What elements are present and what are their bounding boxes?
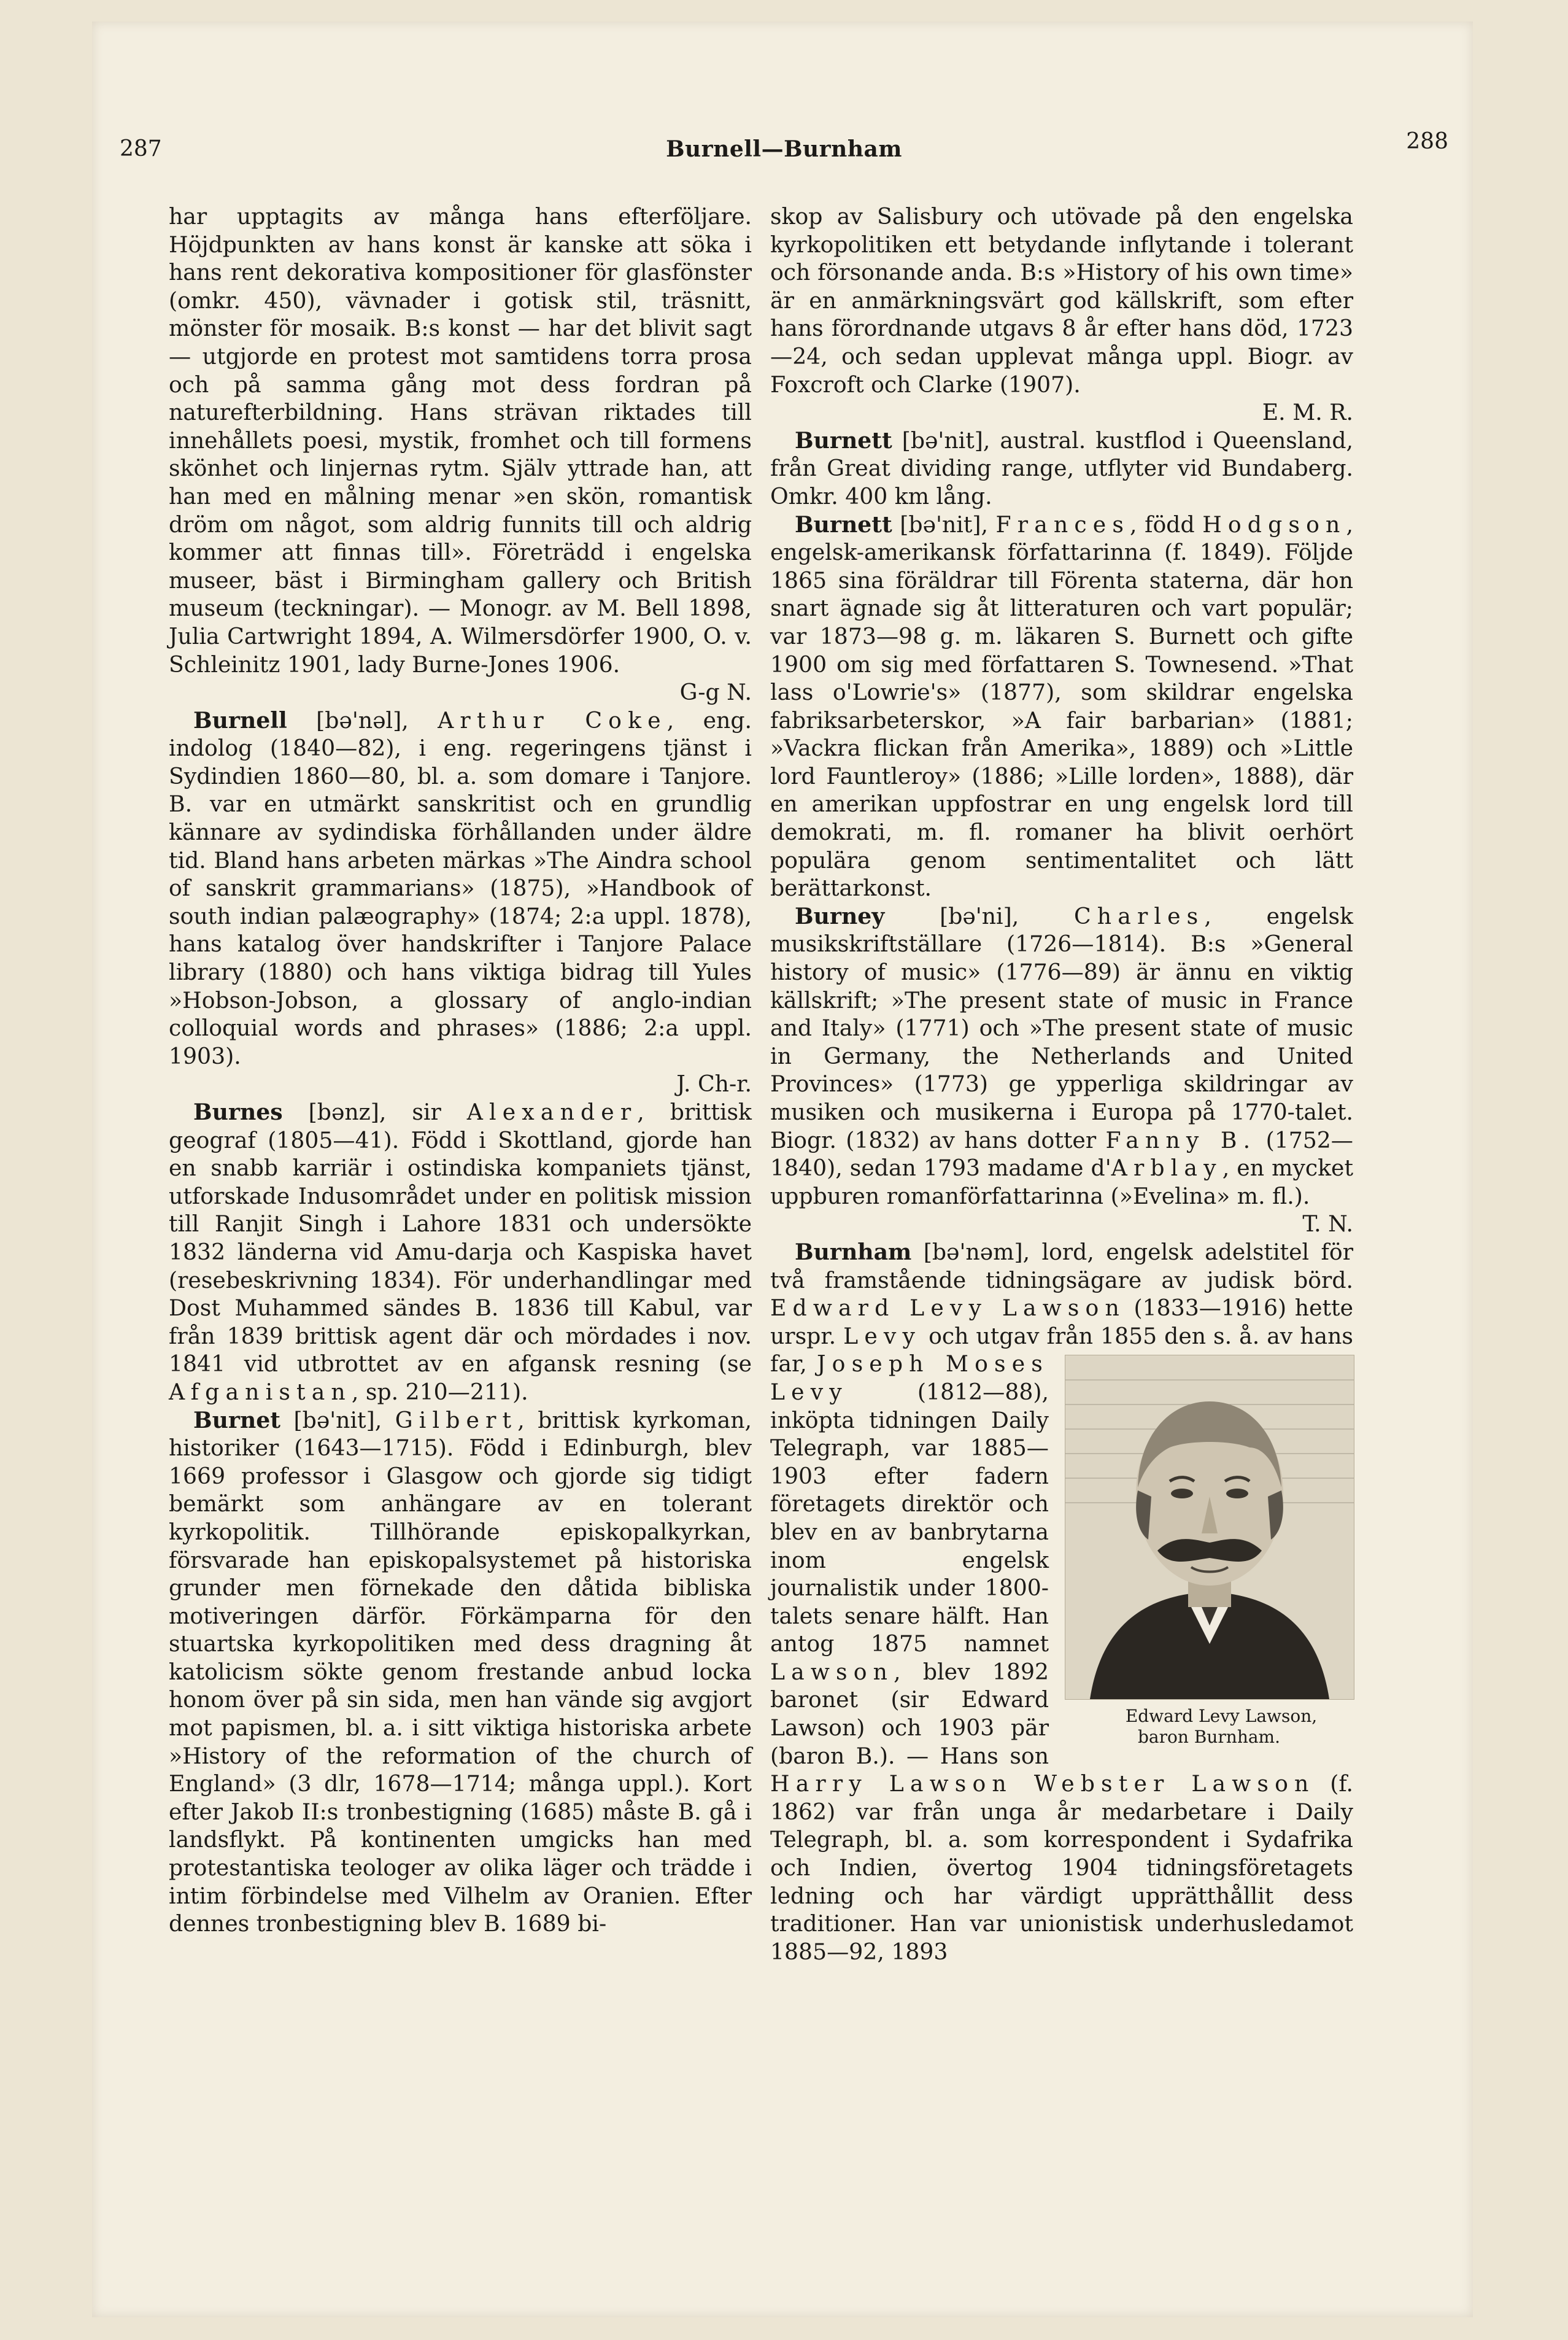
spaced-name: Harry Lawson Webster Lawson [770, 1770, 1315, 1797]
page-header [0, 129, 1568, 173]
signature: E. M. R. [1262, 399, 1353, 426]
entry-burnham: Burnham [bə'nəm], lord, engelsk adelstitel för två framstående tidningsägare av judisk börd. Edward Levy Lawson (1833—1916) hette urspr. Levy och utgav från 1855 den s. å. av hans far, Edward Levy Lawson, baron Burnham. Joseph Moses Levy (1812—88), inköpta tidningen Daily Telegraph, var 1885—1903 efter fadern företagets direktör och blev en av banbrytarna inom engelsk journalistik under 1800-talets senare hälft. Han antog 1875 namnet Lawson, blev 1892 baronet (sir Edward Lawson) och 1903 pär (baron B.). — Hans son Harry Lawson Webster Lawson (f. 1862) var från unga år medarbetare i Daily Telegraph, bl. a. som korrespondent i Sydafrika och Indien, övertog 1904 tidningsföretagets ledning och har värdigt upprätthållit dess traditioner. Han var unionistisk underhusledamot 1885—92, 1893 [770, 1238, 1353, 1965]
page-number-right: 288 [1406, 129, 1448, 154]
headword: Burnett [795, 511, 892, 538]
page-number-left: 287 [120, 136, 162, 161]
signature: G-g N. [679, 679, 752, 706]
paragraph-burnet-continued: skop av Salisbury och utövade på den engelska kyrkopolitiken ett betydande inflytande i tolerant och försonande anda. B:s »History of his own time» är en anmärkningsvärt god källskrift, som efter hans förordnande utgavs 8 år efter hans död, 1723—24, och sedan upplevat många uppl. Biogr. av Foxcroft och Clarke (1907). E. M. R. [770, 203, 1353, 426]
signature: T. N. [1302, 1211, 1353, 1238]
portrait-engraving [1065, 1355, 1354, 1699]
spaced-name: Joseph Moses Levy [770, 1350, 1049, 1405]
entry-burney: Burney [bə'ni], Charles, engelsk musikskriftställare (1726—1814). B:s »General history of music» (1776—89) är ännu en viktig källskrift; »The present state of music in France and Italy» (1771) och »The present state of music in Germany, the Netherlands and United Provinces» (1773) ge ypperliga skildringar av musiken och musikerna i Europa på 1770-talet. Biogr. (1832) av hans dotter Fanny B. (1752—1840), sedan 1793 madame d'Arblay, en mycket uppburen romanförfattarinna (»Evelina» m. fl.). T. N. [770, 902, 1354, 1238]
spaced-name: Edward Levy Lawson [770, 1295, 1126, 1322]
signature: J. Ch-r. [676, 1071, 752, 1098]
spaced-name: Charles [1073, 902, 1205, 929]
entry-burnell: Burnell [bə'nəl], Arthur Coke, eng. indolog (1840—82), i eng. regeringens tjänst i Sydindien 1860—80, bl. a. som domare i Tanjore. B. var en utmärkt sanskritist och en grundlig kännare av sydindiska förhållanden under äldre tid. Bland hans arbeten märkas »The Aindra school of sanskrit grammarians» (1875), »Handbook of south indian palæography» (1874; 2:a uppl. 1878), hans katalog över handskrifter i Tanjore Palace library (1880) och hans viktiga bidrag till Yules »Hobson-Jobson, a glossary of anglo-indian colloquial words and phrases» (1886; 2:a uppl. 1903). J. Ch-r. [169, 707, 752, 1098]
running-head: Burnell—Burnham [666, 136, 902, 162]
spaced-name: Alexander [466, 1099, 638, 1125]
spaced-name: Hodgson [1202, 511, 1346, 538]
spaced-name: Arblay [1111, 1155, 1222, 1182]
headword: Burnes [193, 1099, 283, 1125]
paragraph-burne-jones-continued: har upptagits av många hans efterföljare. Höjdpunkten av hans konst är kanske att söka i hans rent dekorativa kompositioner för glasfönster (omkr. 450), vävnader i gotisk stil, träsnitt, mönster för mosaik. B:s konst — har det blivit sagt — utgjorde en protest mot samtidens torra prosa och på samma gång mot dess fordran på naturefterbildning. Hans strävan riktades till innehållets poesi, mystik, fromhet och till formens skönhet och linjernas rytm. Själv yttrade han, att han med en målning menar »en skön, romantisk dröm om något, som aldrig funnits till och aldrig kommer att finnas till». Företrädd i engelska museer, bäst i Birmingham gallery och British museum (teckningar). — Monogr. av M. Bell 1898, Julia Cartwright 1894, A. Wilmersdörfer 1900, O. v. Schleinitz 1901, lady Burne-Jones 1906. G-g N. [169, 203, 752, 706]
entry-burnet-gilbert: Burnet [bə'nit], Gilbert, brittisk kyrkoman, historiker (1643—1715). Född i Edinburgh, blev 1669 professor i Glasgow och gjorde sig tidigt bemärkt som anhängare av en tolerant kyrkopolitik. Tillhörande episkopalkyrkan, försvarade han episkopalsystemet på historiska grunder men förnekade den dåtida bibliska motiveringen därför. Förkämparna för den stuartska kyrkopolitiken med dess dragning åt katolicism sökte genom frestande anbud locka honom över på sin sida, men han vände sig avgjort mot papismen, bl. a. i sitt viktiga historiska arbete »History of the reformation of the church of England» (3 dlr, 1678—1714; många uppl.). Kort efter Jakob II:s tronbestigning (1685) måste B. gå i landsflykt. På kontinenten umgicks han med protestantiska teologer av olika läger och trädde i intim förbindelse med Vilhelm av Oranien. Efter dennes tronbestigning blev B. 1689 bi- [169, 1406, 752, 1937]
headword: Burnham [795, 1238, 912, 1265]
headword: Burnett [795, 427, 892, 454]
right-column [770, 203, 1353, 1966]
headword: Burney [795, 902, 885, 929]
spaced-name: Lawson [770, 1658, 894, 1685]
spaced-name: Levy [843, 1322, 922, 1349]
headword: Burnet [193, 1406, 281, 1433]
spaced-name: Gilbert [395, 1406, 518, 1433]
spaced-name: Arthur Coke [438, 707, 667, 734]
spaced-name: Frances [995, 511, 1130, 538]
entry-burnett-frances: Burnett [bə'nit], Frances, född Hodgson, engelsk-amerikansk författarinna (f. 1849). Följde 1865 sina föräldrar till Förenta staterna, där hon snart ägnade sig åt litteraturen och vart populär; var 1873—98 g. m. läkaren S. Burnett och gifte 1900 om sig med författaren S. Townesend. »That lass o'Lowrie's» (1877), som skildrar engelska fabriksarbeterskor, »A fair barbarian» (1881; »Vackra flickan från Amerika», 1889) och »Little lord Fauntleroy» (1886; »Lille lorden», 1888), där en amerikan uppfostrar en ung engelsk lord till demokrati, m. fl. romaner ha blivit oerhört populära genom sentimentalitet och lätt berättarkonst. [770, 511, 1353, 902]
portrait-figure [1065, 1355, 1353, 1748]
portrait-image [1065, 1355, 1354, 1700]
spaced-name: Fanny B. [1105, 1126, 1257, 1153]
cross-reference: Afganistan [169, 1378, 352, 1405]
entry-burnes: Burnes [bənz], sir Alexander, brittisk geograf (1805—41). Född i Skottland, gjorde han en snabb karriär i ostindiska kompaniets tjänst, utforskade Indusområdet under en politisk mission till Ranjit Singh i Lahore 1831 och undersökte 1832 länderna vid Amu-darja och Kaspiska havet (resebeskrivning 1834). För underhandlingar med Dost Muhammed sändes B. 1836 till Kabul, var från 1839 brittisk agent där och mördades i nov. 1841 vid utbrottet av en afgansk resning (se Afganistan, sp. 210—211). [169, 1099, 752, 1405]
left-column [169, 203, 752, 1938]
headword: Burnell [193, 707, 287, 734]
entry-burnett-river: Burnett [bə'nit], austral. kustflod i Queensland, från Great dividing range, utflyter vid Bundaberg. Omkr. 400 km lång. [770, 427, 1353, 509]
portrait-caption: Edward Levy Lawson, baron Burnham. [1125, 1706, 1318, 1748]
